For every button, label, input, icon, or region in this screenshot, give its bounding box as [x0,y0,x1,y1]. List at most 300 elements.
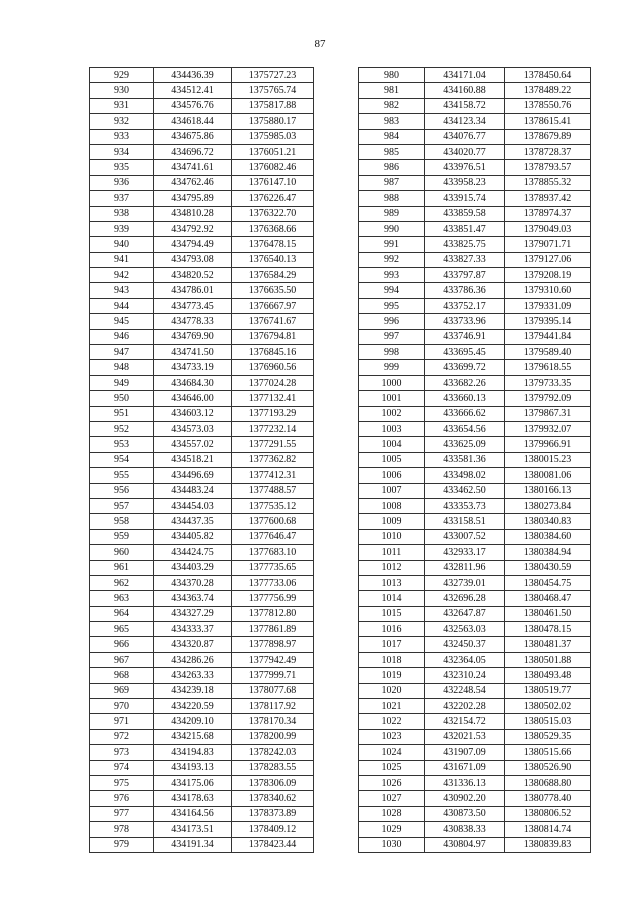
x-coordinate-cell: 434793.08 [154,252,232,267]
point-number-cell: 993 [359,268,425,283]
x-coordinate-cell: 433827.33 [425,252,505,267]
table-row [90,483,314,498]
y-coordinate-cell: 1380519.77 [505,683,591,698]
x-coordinate-cell: 434191.34 [154,837,232,852]
y-coordinate-cell: 1380430.59 [505,560,591,575]
y-coordinate-cell: 1378170.34 [232,714,314,729]
x-coordinate-cell: 434786.01 [154,283,232,298]
point-number-cell: 972 [90,729,154,744]
point-number-cell: 1012 [359,560,425,575]
point-number-cell: 962 [90,575,154,590]
x-coordinate-cell: 434239.18 [154,683,232,698]
point-number-cell: 948 [90,360,154,375]
table-row [90,283,314,298]
point-number-cell: 991 [359,237,425,252]
y-coordinate-cell: 1380468.47 [505,591,591,606]
table-row [359,652,591,667]
table-row [90,421,314,436]
table-row [90,806,314,821]
y-coordinate-cell: 1377646.47 [232,529,314,544]
point-number-cell: 990 [359,221,425,236]
point-number-cell: 1002 [359,406,425,421]
x-coordinate-cell: 430902.20 [425,791,505,806]
table-row [90,791,314,806]
point-number-cell: 1003 [359,421,425,436]
point-number-cell: 999 [359,360,425,375]
y-coordinate-cell: 1380778.40 [505,791,591,806]
table-row [90,329,314,344]
table-row [90,237,314,252]
x-coordinate-cell: 433746.91 [425,329,505,344]
y-coordinate-cell: 1376794.81 [232,329,314,344]
x-coordinate-cell: 433958.23 [425,175,505,190]
y-coordinate-cell: 1380493.48 [505,668,591,683]
y-coordinate-cell: 1380273.84 [505,498,591,513]
x-coordinate-cell: 430873.50 [425,806,505,821]
point-number-cell: 1007 [359,483,425,498]
y-coordinate-cell: 1376051.21 [232,144,314,159]
point-number-cell: 981 [359,83,425,98]
y-coordinate-cell: 1378423.44 [232,837,314,852]
table-row [359,68,591,83]
x-coordinate-cell: 434173.51 [154,822,232,837]
x-coordinate-cell: 433158.51 [425,514,505,529]
y-coordinate-cell: 1377733.06 [232,575,314,590]
x-coordinate-cell: 434286.26 [154,652,232,667]
y-coordinate-cell: 1377735.65 [232,560,314,575]
table-row [359,175,591,190]
point-number-cell: 973 [90,745,154,760]
x-coordinate-cell: 434646.00 [154,391,232,406]
table-row [359,129,591,144]
y-coordinate-cell: 1380526.90 [505,760,591,775]
x-coordinate-cell: 432202.28 [425,699,505,714]
point-number-cell: 995 [359,298,425,313]
x-coordinate-cell: 434175.06 [154,775,232,790]
point-number-cell: 1022 [359,714,425,729]
point-number-cell: 964 [90,606,154,621]
point-number-cell: 989 [359,206,425,221]
x-coordinate-cell: 433353.73 [425,498,505,513]
point-number-cell: 965 [90,622,154,637]
point-number-cell: 1019 [359,668,425,683]
point-number-cell: 970 [90,699,154,714]
point-number-cell: 1025 [359,760,425,775]
x-coordinate-cell: 434209.10 [154,714,232,729]
table-row [359,298,591,313]
x-coordinate-cell: 434794.49 [154,237,232,252]
table-row [90,637,314,652]
y-coordinate-cell: 1376741.67 [232,314,314,329]
x-coordinate-cell: 434194.83 [154,745,232,760]
x-coordinate-cell: 433462.50 [425,483,505,498]
y-coordinate-cell: 1376226.47 [232,191,314,206]
x-coordinate-cell: 434792.92 [154,221,232,236]
y-coordinate-cell: 1379127.06 [505,252,591,267]
table-row [359,98,591,113]
table-row [90,668,314,683]
y-coordinate-cell: 1377999.71 [232,668,314,683]
table-row [90,514,314,529]
x-coordinate-cell: 434178.63 [154,791,232,806]
point-number-cell: 953 [90,437,154,452]
table-row [359,822,591,837]
table-row [359,483,591,498]
point-number-cell: 938 [90,206,154,221]
y-coordinate-cell: 1380478.15 [505,622,591,637]
table-row [359,791,591,806]
table-row [90,252,314,267]
y-coordinate-cell: 1378117.92 [232,699,314,714]
x-coordinate-cell: 434576.76 [154,98,232,113]
x-coordinate-cell: 434769.90 [154,329,232,344]
point-number-cell: 1027 [359,791,425,806]
point-number-cell: 945 [90,314,154,329]
x-coordinate-cell: 433699.72 [425,360,505,375]
point-number-cell: 1026 [359,775,425,790]
y-coordinate-cell: 1378242.03 [232,745,314,760]
x-coordinate-cell: 434405.82 [154,529,232,544]
y-coordinate-cell: 1380384.60 [505,529,591,544]
y-coordinate-cell: 1380814.74 [505,822,591,837]
y-coordinate-cell: 1378409.12 [232,822,314,837]
table-row [90,314,314,329]
x-coordinate-cell: 432696.28 [425,591,505,606]
table-row [359,237,591,252]
x-coordinate-cell: 432248.54 [425,683,505,698]
x-coordinate-cell: 434333.37 [154,622,232,637]
x-coordinate-cell: 433666.62 [425,406,505,421]
y-coordinate-cell: 1375727.23 [232,68,314,83]
point-number-cell: 937 [90,191,154,206]
x-coordinate-cell: 434512.41 [154,83,232,98]
y-coordinate-cell: 1378937.42 [505,191,591,206]
y-coordinate-cell: 1377362.82 [232,452,314,467]
y-coordinate-cell: 1380806.52 [505,806,591,821]
point-number-cell: 974 [90,760,154,775]
point-number-cell: 933 [90,129,154,144]
table-row [90,837,314,852]
point-number-cell: 996 [359,314,425,329]
x-coordinate-cell: 433797.87 [425,268,505,283]
y-coordinate-cell: 1376540.13 [232,252,314,267]
y-coordinate-cell: 1378679.89 [505,129,591,144]
point-number-cell: 1020 [359,683,425,698]
table-row [90,498,314,513]
table-row [90,360,314,375]
table-row [359,498,591,513]
y-coordinate-cell: 1377683.10 [232,545,314,560]
table-row [359,714,591,729]
table-row [359,345,591,360]
table-row [90,129,314,144]
y-coordinate-cell: 1380384.94 [505,545,591,560]
y-coordinate-cell: 1380081.06 [505,468,591,483]
point-number-cell: 1021 [359,699,425,714]
point-number-cell: 939 [90,221,154,236]
point-number-cell: 976 [90,791,154,806]
table-row [90,452,314,467]
y-coordinate-cell: 1380688.80 [505,775,591,790]
x-coordinate-cell: 434020.77 [425,144,505,159]
x-coordinate-cell: 434820.52 [154,268,232,283]
y-coordinate-cell: 1379792.09 [505,391,591,406]
y-coordinate-cell: 1380015.23 [505,452,591,467]
table-row [359,745,591,760]
point-number-cell: 949 [90,375,154,390]
point-number-cell: 1000 [359,375,425,390]
x-coordinate-cell: 434327.29 [154,606,232,621]
table-row [359,514,591,529]
y-coordinate-cell: 1377193.29 [232,406,314,421]
x-coordinate-cell: 433752.17 [425,298,505,313]
x-coordinate-cell: 434437.35 [154,514,232,529]
x-coordinate-cell: 433682.26 [425,375,505,390]
table-row [359,329,591,344]
y-coordinate-cell: 1380166.13 [505,483,591,498]
x-coordinate-cell: 434733.19 [154,360,232,375]
point-number-cell: 969 [90,683,154,698]
point-number-cell: 1016 [359,622,425,637]
table-row [90,699,314,714]
table-row [359,268,591,283]
table-row [90,575,314,590]
point-number-cell: 985 [359,144,425,159]
table-row [359,160,591,175]
y-coordinate-cell: 1379733.35 [505,375,591,390]
y-coordinate-cell: 1378615.41 [505,114,591,129]
x-coordinate-cell: 434215.68 [154,729,232,744]
x-coordinate-cell: 434454.03 [154,498,232,513]
table-row [359,683,591,698]
point-number-cell: 930 [90,83,154,98]
table-row [90,560,314,575]
x-coordinate-cell: 434436.39 [154,68,232,83]
point-number-cell: 1024 [359,745,425,760]
point-number-cell: 955 [90,468,154,483]
x-coordinate-cell: 434123.34 [425,114,505,129]
table-row [90,822,314,837]
x-coordinate-cell: 434762.46 [154,175,232,190]
point-number-cell: 956 [90,483,154,498]
x-coordinate-cell: 432310.24 [425,668,505,683]
x-coordinate-cell: 432450.37 [425,637,505,652]
x-coordinate-cell: 434773.45 [154,298,232,313]
table-row [359,314,591,329]
x-coordinate-cell: 434160.88 [425,83,505,98]
y-coordinate-cell: 1378550.76 [505,98,591,113]
point-number-cell: 994 [359,283,425,298]
y-coordinate-cell: 1376082.46 [232,160,314,175]
table-row [90,591,314,606]
table-row [359,560,591,575]
x-coordinate-cell: 432739.01 [425,575,505,590]
point-number-cell: 931 [90,98,154,113]
y-coordinate-cell: 1378450.64 [505,68,591,83]
point-number-cell: 954 [90,452,154,467]
y-coordinate-cell: 1380515.66 [505,745,591,760]
y-coordinate-cell: 1379966.91 [505,437,591,452]
y-coordinate-cell: 1379395.14 [505,314,591,329]
point-number-cell: 963 [90,591,154,606]
table-row [359,606,591,621]
x-coordinate-cell: 433851.47 [425,221,505,236]
x-coordinate-cell: 434164.56 [154,806,232,821]
page-number: 87 [314,38,326,50]
point-number-cell: 984 [359,129,425,144]
y-coordinate-cell: 1376635.50 [232,283,314,298]
table-row [90,529,314,544]
table-row [359,283,591,298]
point-number-cell: 1011 [359,545,425,560]
point-number-cell: 997 [359,329,425,344]
y-coordinate-cell: 1377812.80 [232,606,314,621]
x-coordinate-cell: 434618.44 [154,114,232,129]
point-number-cell: 958 [90,514,154,529]
point-number-cell: 1030 [359,837,425,852]
y-coordinate-cell: 1377488.57 [232,483,314,498]
point-number-cell: 975 [90,775,154,790]
y-coordinate-cell: 1375765.74 [232,83,314,98]
y-coordinate-cell: 1377132.41 [232,391,314,406]
table-row [359,729,591,744]
y-coordinate-cell: 1380501.88 [505,652,591,667]
table-row [90,760,314,775]
y-coordinate-cell: 1377861.89 [232,622,314,637]
x-coordinate-cell: 434696.72 [154,144,232,159]
point-number-cell: 959 [90,529,154,544]
point-number-cell: 932 [90,114,154,129]
y-coordinate-cell: 1377412.31 [232,468,314,483]
point-number-cell: 1004 [359,437,425,452]
x-coordinate-cell: 433786.36 [425,283,505,298]
table-row [90,268,314,283]
x-coordinate-cell: 434810.28 [154,206,232,221]
x-coordinate-cell: 431336.13 [425,775,505,790]
x-coordinate-cell: 433654.56 [425,421,505,436]
table-row [359,775,591,790]
point-number-cell: 1009 [359,514,425,529]
table-row [90,175,314,190]
table-row [90,83,314,98]
point-number-cell: 987 [359,175,425,190]
point-number-cell: 966 [90,637,154,652]
table-row [359,452,591,467]
y-coordinate-cell: 1378283.55 [232,760,314,775]
x-coordinate-cell: 432811.96 [425,560,505,575]
x-coordinate-cell: 433581.36 [425,452,505,467]
table-row [90,652,314,667]
table-row [359,406,591,421]
y-coordinate-cell: 1378728.37 [505,144,591,159]
table-row [359,468,591,483]
x-coordinate-cell: 433915.74 [425,191,505,206]
y-coordinate-cell: 1379932.07 [505,421,591,436]
y-coordinate-cell: 1375985.03 [232,129,314,144]
point-number-cell: 1023 [359,729,425,744]
table-row [90,345,314,360]
y-coordinate-cell: 1380839.83 [505,837,591,852]
table-row [90,191,314,206]
x-coordinate-cell: 432933.17 [425,545,505,560]
coordinate-table-left [89,67,314,853]
table-row [90,298,314,313]
x-coordinate-cell: 433733.96 [425,314,505,329]
y-coordinate-cell: 1376368.66 [232,221,314,236]
x-coordinate-cell: 434557.02 [154,437,232,452]
table-row [90,468,314,483]
table-row [90,437,314,452]
table-row [359,252,591,267]
y-coordinate-cell: 1376845.16 [232,345,314,360]
x-coordinate-cell: 432364.05 [425,652,505,667]
x-coordinate-cell: 434741.50 [154,345,232,360]
x-coordinate-cell: 432021.53 [425,729,505,744]
y-coordinate-cell: 1377898.97 [232,637,314,652]
table-row [90,160,314,175]
point-number-cell: 1006 [359,468,425,483]
point-number-cell: 946 [90,329,154,344]
table-row [359,221,591,236]
y-coordinate-cell: 1376667.97 [232,298,314,313]
y-coordinate-cell: 1380481.37 [505,637,591,652]
x-coordinate-cell: 434193.13 [154,760,232,775]
point-number-cell: 1013 [359,575,425,590]
point-number-cell: 952 [90,421,154,436]
table-row [90,144,314,159]
point-number-cell: 944 [90,298,154,313]
point-number-cell: 960 [90,545,154,560]
x-coordinate-cell: 433625.09 [425,437,505,452]
x-coordinate-cell: 434518.21 [154,452,232,467]
table-row [90,683,314,698]
x-coordinate-cell: 433976.51 [425,160,505,175]
table-row [90,206,314,221]
y-coordinate-cell: 1376960.56 [232,360,314,375]
table-row [90,729,314,744]
point-number-cell: 1029 [359,822,425,837]
y-coordinate-cell: 1379331.09 [505,298,591,313]
x-coordinate-cell: 434403.29 [154,560,232,575]
table-row [359,206,591,221]
y-coordinate-cell: 1376322.70 [232,206,314,221]
y-coordinate-cell: 1377291.55 [232,437,314,452]
point-number-cell: 982 [359,98,425,113]
y-coordinate-cell: 1380515.03 [505,714,591,729]
table-row [359,191,591,206]
y-coordinate-cell: 1376584.29 [232,268,314,283]
point-number-cell: 978 [90,822,154,837]
table-row [359,114,591,129]
point-number-cell: 935 [90,160,154,175]
x-coordinate-cell: 434363.74 [154,591,232,606]
y-coordinate-cell: 1377942.49 [232,652,314,667]
point-number-cell: 1018 [359,652,425,667]
point-number-cell: 961 [90,560,154,575]
point-number-cell: 1001 [359,391,425,406]
table-row [359,622,591,637]
table-row [359,437,591,452]
point-number-cell: 934 [90,144,154,159]
x-coordinate-cell: 431671.09 [425,760,505,775]
x-coordinate-cell: 433695.45 [425,345,505,360]
y-coordinate-cell: 1379208.19 [505,268,591,283]
point-number-cell: 951 [90,406,154,421]
y-coordinate-cell: 1378200.99 [232,729,314,744]
y-coordinate-cell: 1378793.57 [505,160,591,175]
x-coordinate-cell: 434424.75 [154,545,232,560]
y-coordinate-cell: 1379071.71 [505,237,591,252]
